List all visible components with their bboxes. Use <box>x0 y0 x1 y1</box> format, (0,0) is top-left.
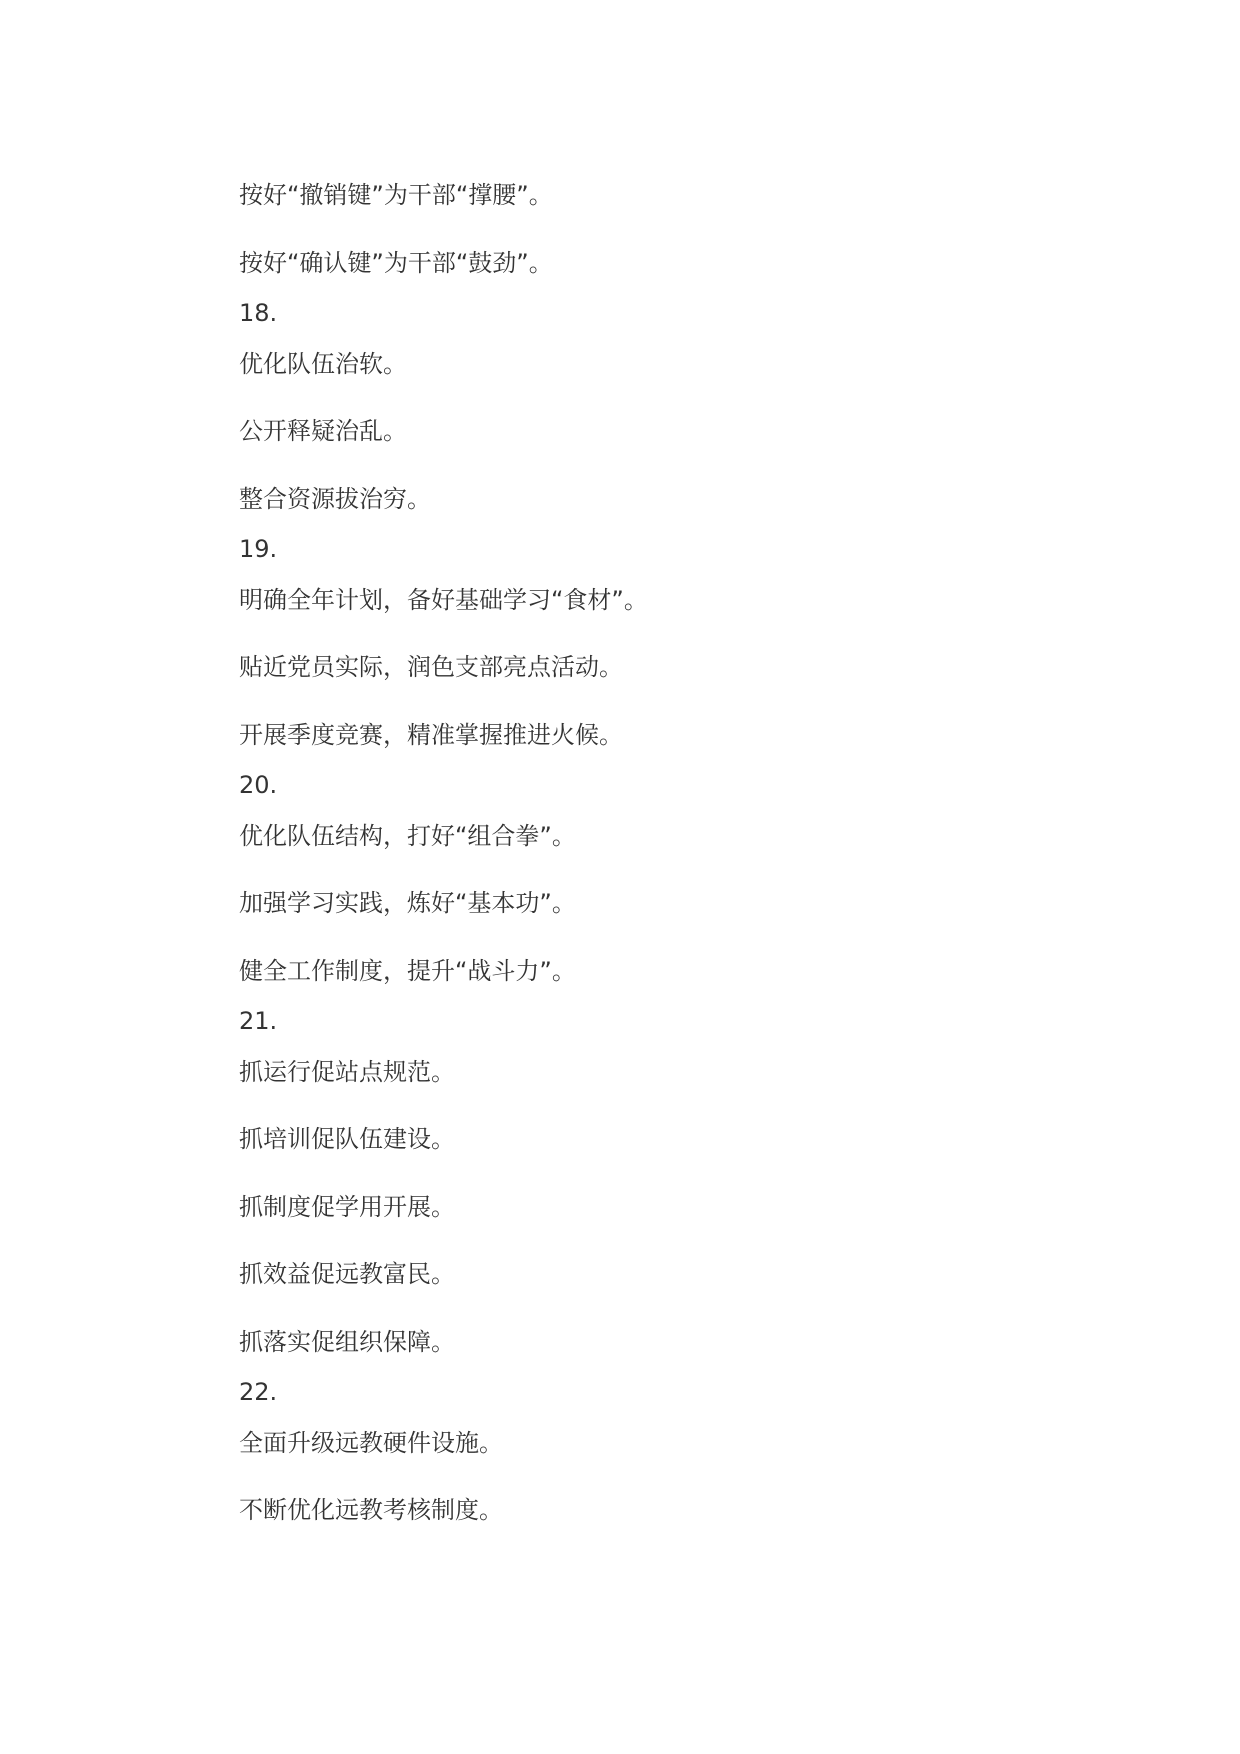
text-line: 加强学习实践，炼好“基本功”。 <box>239 889 576 917</box>
section-number: 22. <box>239 1378 278 1406</box>
section-number: 20. <box>239 771 278 799</box>
text-line: 整合资源拔治穷。 <box>239 485 431 513</box>
text-line: 不断优化远教考核制度。 <box>239 1496 503 1524</box>
text-line: 优化队伍治软。 <box>239 350 407 378</box>
text-line: 抓制度促学用开展。 <box>239 1193 455 1221</box>
section-number: 19. <box>239 535 278 563</box>
text-line: 按好“撤销键”为干部“撑腰”。 <box>239 181 553 209</box>
text-line: 公开释疑治乱。 <box>239 417 407 445</box>
text-line: 抓落实促组织保障。 <box>239 1328 455 1356</box>
text-line: 健全工作制度，提升“战斗力”。 <box>239 957 576 985</box>
section-number: 21. <box>239 1007 278 1035</box>
text-line: 开展季度竞赛，精准掌握推进火候。 <box>239 721 623 749</box>
text-line: 明确全年计划，备好基础学习“食材”。 <box>239 586 648 614</box>
text-line: 贴近党员实际，润色支部亮点活动。 <box>239 653 623 681</box>
text-line: 抓效益促远教富民。 <box>239 1260 455 1288</box>
text-line: 全面升级远教硬件设施。 <box>239 1429 503 1457</box>
text-line: 抓培训促队伍建设。 <box>239 1125 455 1153</box>
section-number: 18. <box>239 299 278 327</box>
text-line: 抓运行促站点规范。 <box>239 1058 455 1086</box>
text-line: 按好“确认键”为干部“鼓劲”。 <box>239 249 553 277</box>
text-line: 优化队伍结构，打好“组合拳”。 <box>239 822 576 850</box>
